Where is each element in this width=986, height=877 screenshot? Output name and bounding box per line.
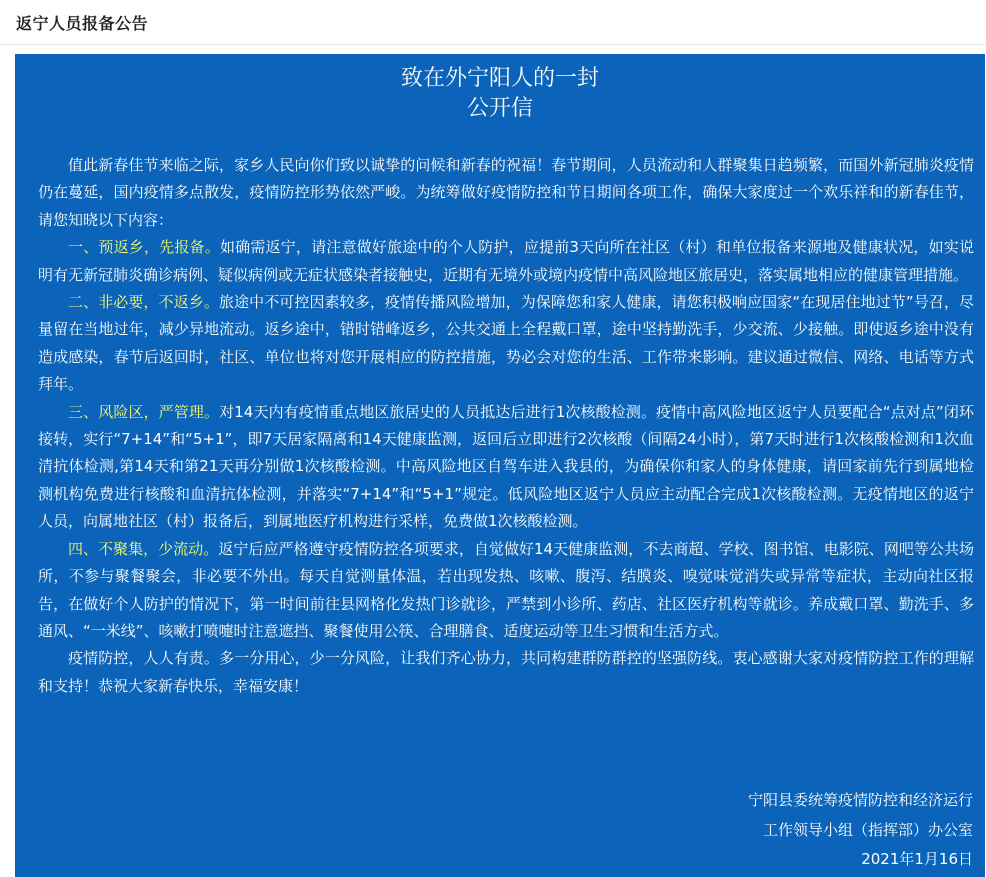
item-heading: 风险区，严管理。 [98,402,220,421]
item-text: 返宁后应严格遵守疫情防控各项要求，自觉做好14天健康监测，不去商超、学校、图书馆、电影院、网吧等公共场所，不参与聚餐聚会，非必要不外出。每天自觉测量体温，若出现发热、咳嗽、腹泻、结膜炎、嗅觉味觉消失或异常等症状，主动向社区报告，在做好个人防护的情况下，第一时间前往县网格化发热门诊就诊，严禁到小诊所、药店、社区医疗机构等就诊。养成戴口罩、勤洗手、多通风、“一米线”、咳嗽打喷嚏时注意遮挡、聚餐使用公筷、合理膳食、适度运动等卫生习惯和生活方式。 [38,539,974,640]
signature-block [473,786,973,875]
intro-paragraph: 值此新春佳节来临之际，家乡人民向你们致以诚挚的问候和新春的祝福！春节期间，人员流动和人群聚集日趋频繁，而国外新冠肺炎疫情仍在蔓延，国内疫情多点散发，疫情防控形势依然严峻。为统筹做好疫情防控和节日期间各项工作，确保大家度过一个欢乐祥和的新春佳节，请您知晓以下内容： [38,156,974,229]
item-number: 一、 [68,238,99,257]
item-paragraph-3 [38,399,974,536]
header-bar [0,0,986,45]
signature-org-line2: 工作领导小组（指挥部）办公室 [762,820,973,839]
item-text: 如确需返宁，请注意做好旅途中的个人防护，应提前3天向所在社区（村）和单位报备来源地及健康状况，如实说明有无新冠肺炎确诊病例、疑似病例或无症状感染者接触史，近期有无境外或境内疫情中高风险地区旅居史，落实属地相应的健康管理措施。 [38,238,974,284]
item-heading: 不聚集，少流动。 [98,539,219,558]
letter-body [38,152,974,700]
item-text: 旅途中不可控因素较多，疫情传播风险增加，为保障您和家人健康，请您积极响应国家“在现居住地过节”号召，尽量留在当地过年，减少异地流动。返乡途中，错时错峰返乡，公共交通上全程戴口罩，途中坚持勤洗手，少交流、少接触。即使返乡途中没有造成感染，春节后返回时，社区、单位也将对您开展相应的防控措施，势必会对您的生活、工作带来影响。建议通过微信、网络、电话等方式拜年。 [38,293,974,394]
item-paragraph-2 [38,289,974,399]
letter-title-line1: 致在外宁阳人的一封 [400,66,599,91]
notice-panel [15,54,985,877]
signature-date: 2021年1月16日 [861,850,973,868]
letter-title-line2: 公开信 [466,96,533,121]
closing-paragraph: 疫情防控，人人有责。多一分用心，少一分风险，让我们齐心协力，共同构建群防群控的坚强防线。衷心感谢大家对疫情防控工作的理解和支持！恭祝大家新春快乐，幸福安康！ [38,649,974,695]
item-number: 二、 [68,293,99,312]
item-heading: 预返乡，先报备。 [98,238,220,257]
item-heading: 非必要，不返乡。 [98,293,219,312]
item-paragraph-1 [38,234,974,289]
item-paragraph-4 [38,536,974,646]
page-title: 返宁人员报备公告 [16,14,149,33]
item-number: 三、 [68,402,99,421]
signature-org-line1: 宁阳县委统筹疫情防控和经济运行 [747,791,973,809]
letter-title [15,64,985,124]
item-number: 四、 [68,539,99,558]
item-text: 对14天内有疫情重点地区旅居史的人员抵达后进行1次核酸检测。疫情中高风险地区返宁人员要配合“点对点”闭环接转，实行“7+14”和“5+1”，即7天居家隔离和14天健康监测，返回后立即进行2次核酸（间隔24小时），第7天时进行1次核酸检测和1次血清抗体检测,第14天和第21天再分别做1次核酸检测。中高风险地区自驾车进入我县的，为确保你和家人的身体健康，请回家前先行到属地检测机构免费进行核酸和血清抗体检测，并落实“7+14”和“5+1”规定。低风险地区返宁人员应主动配合完成1次核酸检测。无疫情地区的返宁人员，向属地社区（村）报备后，到属地医疗机构进行采样，免费做1次核酸检测。 [38,402,974,531]
